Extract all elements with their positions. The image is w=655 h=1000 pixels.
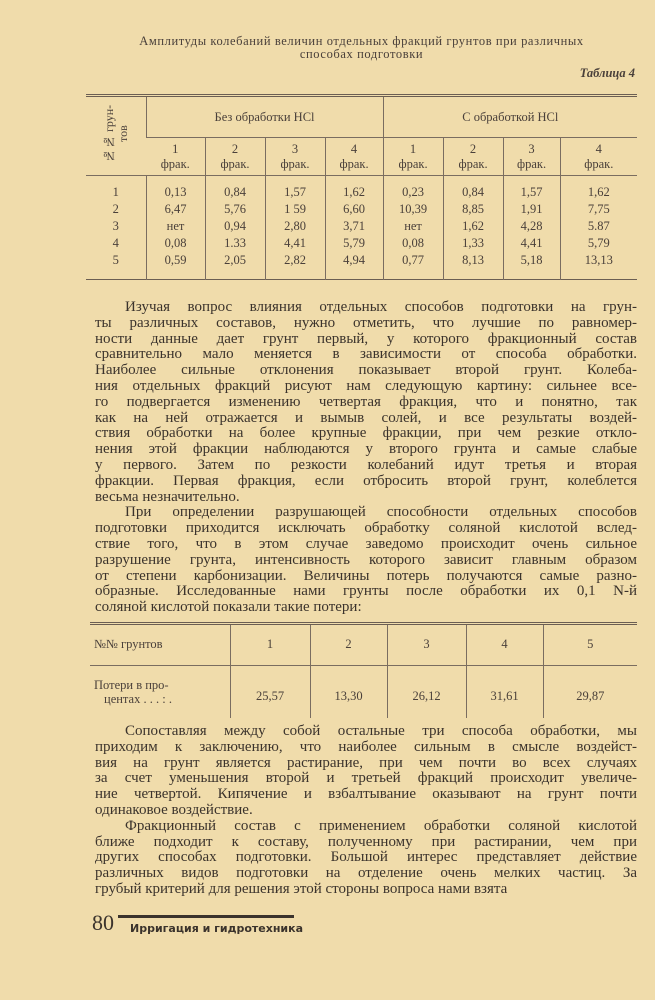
table-row	[86, 218, 637, 235]
losses-row-label	[90, 665, 230, 718]
table-cell: 5,79	[325, 235, 383, 252]
paragraph-4	[95, 819, 637, 898]
losses-column-header: 4	[466, 623, 543, 665]
table-cell: 1,33	[443, 235, 503, 252]
row-number: 3	[112, 219, 119, 233]
fraction-label: фрак.	[516, 156, 547, 171]
fraction-number: 4	[350, 141, 358, 156]
table-cell: 5,18	[503, 252, 560, 280]
table-cell: 1,57	[265, 176, 325, 202]
text-line: ности данные дает грунт первый, у которого фракционный состав	[95, 330, 637, 347]
table-cell: 1,62	[443, 218, 503, 235]
fraction-header	[560, 138, 637, 176]
losses-value: 31,61	[466, 665, 543, 718]
table-cell: 0,08	[146, 235, 205, 252]
table-row	[86, 235, 637, 252]
text-line: разрушение грунта, интенсивность которого зависит главным образом	[95, 551, 637, 568]
row-header: №№ грун-тов	[101, 104, 130, 164]
table-cell: нет	[146, 218, 205, 235]
table-cell: 3,71	[325, 218, 383, 235]
text-line: за счет уменьшения второй и третьей фракций происходит увеличе-	[95, 770, 637, 787]
table-row	[86, 201, 637, 218]
table-cell: 13,13	[560, 252, 637, 280]
table-cell: 6,60	[325, 201, 383, 218]
fraction-number: 3	[528, 141, 535, 156]
row-number: 4	[112, 236, 119, 250]
table-cell: 6,47	[146, 201, 205, 218]
caption-line: Амплитуды колебаний величин отдельных фракций грунтов при различных	[139, 34, 584, 48]
paragraph-2	[95, 505, 637, 616]
text-line: ближе подходит к составу, полученному при растирании, чем при	[95, 833, 637, 850]
fraction-number: 1	[172, 141, 179, 156]
table-cell: 7,75	[560, 201, 637, 218]
fraction-header	[146, 138, 205, 176]
table-cell: 8,85	[443, 201, 503, 218]
losses-value: 13,30	[310, 665, 387, 718]
table-caption	[86, 35, 637, 61]
amplitudes-table	[86, 94, 637, 280]
fraction-label: фрак.	[280, 156, 310, 171]
text-line: нения этой фракции наблюдаются у второго грунта и самые слабые	[95, 441, 637, 458]
table-label: Таблица 4	[579, 66, 635, 80]
fraction-number: 3	[291, 141, 299, 156]
fraction-label: фрак.	[160, 156, 190, 171]
table-cell: 0,13	[146, 176, 205, 202]
row-header-cell	[86, 96, 146, 176]
table-cell: 8,13	[443, 252, 503, 280]
table-cell: 2,05	[205, 252, 265, 280]
row-number: 1	[112, 185, 119, 199]
losses-value: 29,87	[543, 665, 637, 718]
table-cell: 0,94	[205, 218, 265, 235]
fraction-number: 2	[231, 141, 239, 156]
text-line: фракции. Первая фракция, если отбросить второй грунт, колеблется	[95, 472, 637, 489]
fraction-header	[325, 138, 383, 176]
footer-rule	[118, 915, 294, 918]
table-cell: 4,28	[503, 218, 560, 235]
text-line: ствия обработки на более крупные фракции, при чем резкие откло-	[95, 425, 637, 442]
text-line: других способах подготовки. Большой интерес представляет действие	[95, 849, 637, 866]
table-row	[86, 252, 637, 280]
table-cell: 0,77	[383, 252, 443, 280]
table-cell: 5,76	[205, 201, 265, 218]
caption-line: способах подготовки	[299, 47, 424, 61]
fraction-header	[503, 138, 560, 176]
fraction-label: фрак.	[584, 156, 614, 171]
text-line: При определении разрушающей способности отдельных способов	[125, 504, 637, 521]
text-line: ния отдельных фракций рисуют нам следующую картину: сильнее все-	[95, 377, 637, 394]
table-cell: 10,39	[383, 201, 443, 218]
fraction-label: фрак.	[458, 156, 488, 171]
table-cell: 1.33	[205, 235, 265, 252]
paragraph-3	[95, 724, 637, 819]
text-line: ты различных составов, нужно отметить, что лучшие по равномер-	[95, 314, 637, 331]
text-line: различных видов подготовки на отделение очень мелких частиц. За	[95, 865, 637, 882]
table-cell: 0,84	[443, 176, 503, 202]
table-cell: 1,62	[560, 176, 637, 202]
group-header-no-hcl: Без обработки HCl	[146, 96, 383, 138]
table-cell: 5.87	[560, 218, 637, 235]
table-cell: 1,91	[503, 201, 560, 218]
table-row	[86, 176, 637, 202]
fraction-number: 2	[469, 141, 477, 156]
fraction-label: фрак.	[398, 156, 428, 171]
fraction-label: фрак.	[339, 156, 369, 171]
text-line: ние четвертой. Кипячение и взбалтывание оказывают на грунт почти	[95, 786, 637, 803]
text-line: как на ней отражается и вымыв солей, и все результаты воздей-	[95, 409, 637, 426]
fraction-header	[265, 138, 325, 176]
table-cell: 2,82	[265, 252, 325, 280]
text-line: от степени карбонизации. Величины потерь получаются самые разно-	[95, 567, 637, 584]
text-line: у первого. Затем по резкости колебаний идут третья и вторая	[95, 456, 637, 473]
table-cell: 0,84	[205, 176, 265, 202]
body-text-column	[95, 300, 637, 898]
losses-header-label: №№ грунтов	[90, 623, 230, 665]
row-number: 2	[112, 202, 119, 216]
fraction-header	[383, 138, 443, 176]
fraction-header	[205, 138, 265, 176]
journal-title: Ирригация и гидротехника	[130, 922, 304, 935]
text-line: Наиболее сильные отклонения показывает второй грунт. Колеба-	[95, 362, 637, 379]
table-cell: 0,23	[383, 176, 443, 202]
table-cell: 5,79	[560, 235, 637, 252]
text-line: соляной кислотой показали такие потери:	[95, 599, 362, 616]
table-cell: 4,41	[265, 235, 325, 252]
table-cell: 0,08	[383, 235, 443, 252]
text-line: Изучая вопрос влияния отдельных способов подготовки на грун-	[125, 299, 637, 315]
group-header-hcl: С обработкой HCl	[383, 96, 637, 138]
losses-column-header: 1	[230, 623, 310, 665]
losses-table	[90, 622, 637, 718]
text-line: Фракционный состав с применением обработки соляной кислотой	[125, 817, 637, 834]
text-line: подготовки приходится исключать обработку соляной кислотой вслед-	[95, 520, 637, 537]
text-line: сравнительно мало меняется в зависимости от способа обработки.	[95, 346, 637, 363]
table-cell: 4,41	[503, 235, 560, 252]
text-line: грубый критерий для решения этой стороны вопроса нами взята	[95, 880, 508, 897]
fraction-number: 1	[409, 141, 417, 156]
text-line: го подвергается изменению четвертая фракция, что и понятно, так	[95, 393, 637, 410]
losses-value: 26,12	[387, 665, 466, 718]
losses-value: 25,57	[230, 665, 310, 718]
losses-column-header: 2	[310, 623, 387, 665]
table-cell: 2,80	[265, 218, 325, 235]
fraction-number: 4	[595, 141, 602, 156]
fraction-label: фрак.	[220, 156, 250, 171]
paragraph-1	[95, 300, 637, 505]
text-line: одинаковое воздействие.	[95, 801, 253, 818]
text-line: весьма незначительно.	[95, 488, 240, 505]
losses-column-header: 5	[543, 623, 637, 665]
fraction-header	[443, 138, 503, 176]
text-line: Сопоставляя между собой остальные три способа обработки, мы	[125, 722, 637, 739]
text-line: вия на грунт является растирание, при чем почти во всех случаях	[95, 754, 637, 771]
text-line: приходим к заключению, что наиболее сильным в смысле воздейст-	[95, 738, 637, 755]
text-line: ствие того, что в этом случае заведомо происходит очень сильное	[95, 535, 637, 552]
table-cell: 1,57	[503, 176, 560, 202]
table-cell: 1,62	[325, 176, 383, 202]
text-line: образные. Исследованные нами грунты после обработки их 0,1 N-й	[95, 583, 637, 600]
table-cell: 0,59	[146, 252, 205, 280]
table-cell: 1 59	[265, 201, 325, 218]
row-number: 5	[112, 253, 119, 267]
table-cell: 4,94	[325, 252, 383, 280]
row-label-line: Потери в про-	[94, 677, 169, 692]
table-cell: нет	[383, 218, 443, 235]
losses-column-header: 3	[387, 623, 466, 665]
page-number: 80	[92, 910, 114, 935]
row-label-line: центах . . . : .	[104, 691, 172, 706]
